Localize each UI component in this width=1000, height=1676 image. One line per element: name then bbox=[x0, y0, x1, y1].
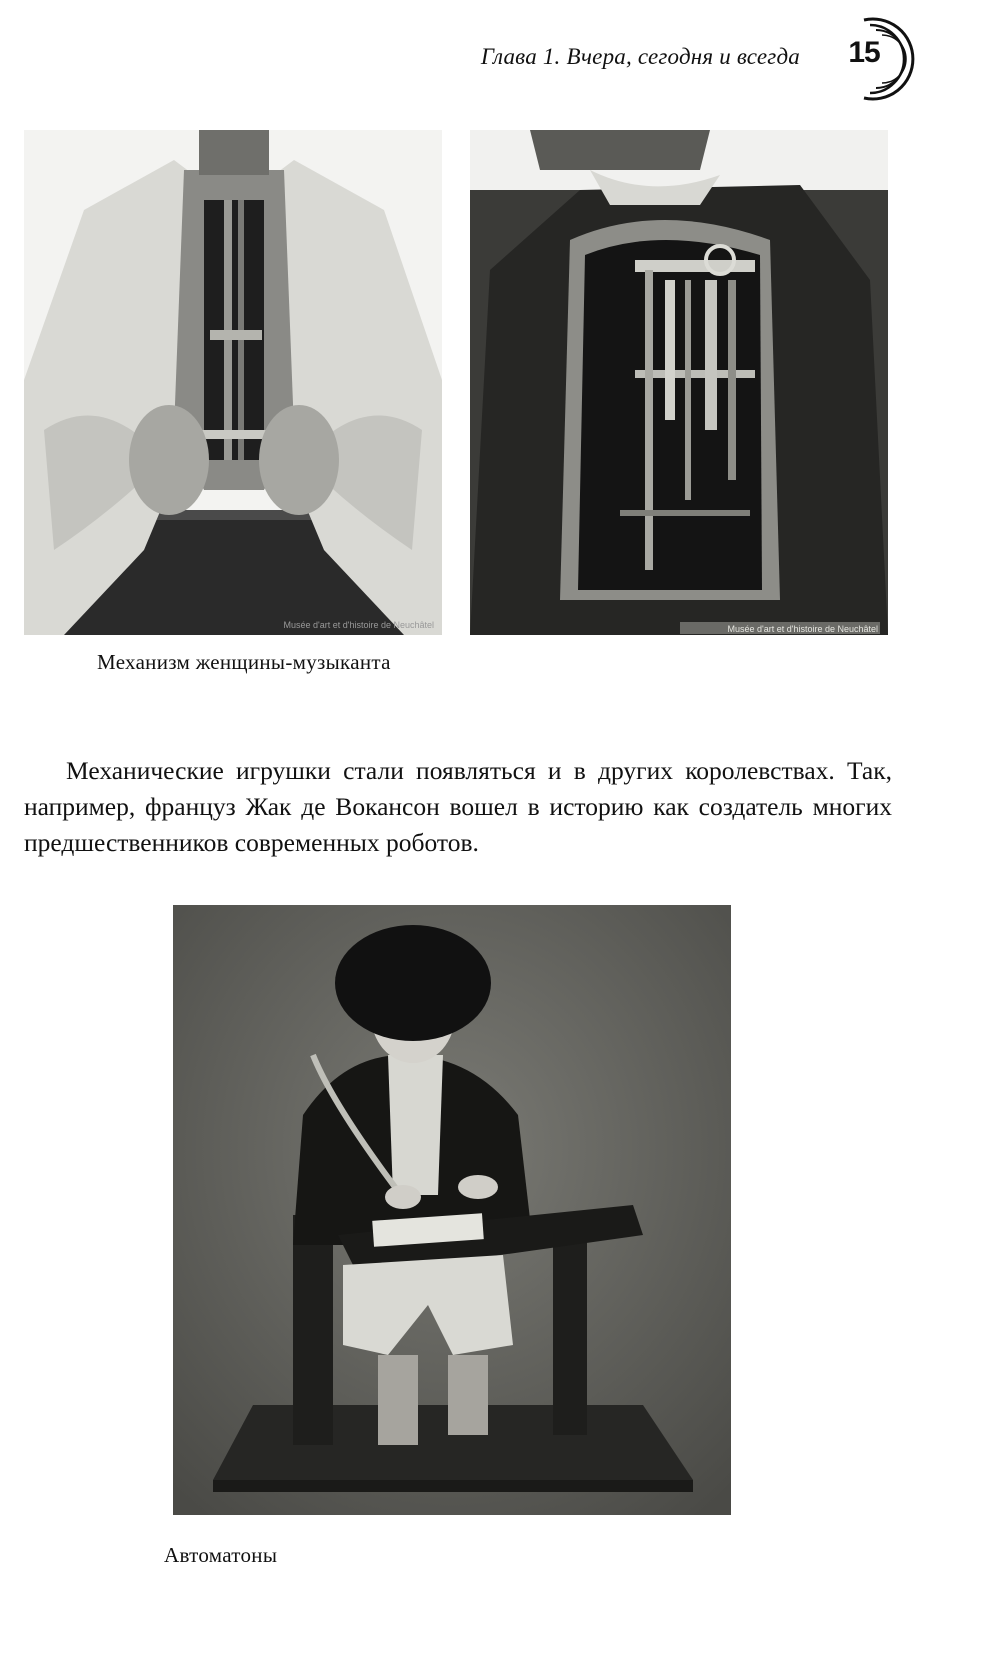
running-header-title: Глава 1. Вчера, сегодня и всегда bbox=[480, 44, 800, 69]
paragraph: Механические игрушки стали появляться и в других королевствах. Так, например, француз Жак де Вокансон вошел в историю как создатель многих предшественников современных роботов. bbox=[24, 756, 892, 857]
figure-caption-automatons: Автоматоны bbox=[164, 1543, 278, 1567]
figure-caption-musician: Механизм женщины-музыканта bbox=[97, 650, 391, 674]
page-number: 15 bbox=[848, 36, 880, 69]
photo-credit-right: Musée d'art et d'histoire de Neuchâtel bbox=[727, 624, 878, 634]
photo-automaton-writer bbox=[173, 905, 731, 1515]
photo-credit-left: Musée d'art et d'histoire de Neuchâtel bbox=[283, 620, 434, 630]
photo-musician-mechanism-front bbox=[24, 130, 442, 635]
body-text bbox=[24, 753, 892, 861]
photo-musician-mechanism-back bbox=[470, 130, 888, 635]
